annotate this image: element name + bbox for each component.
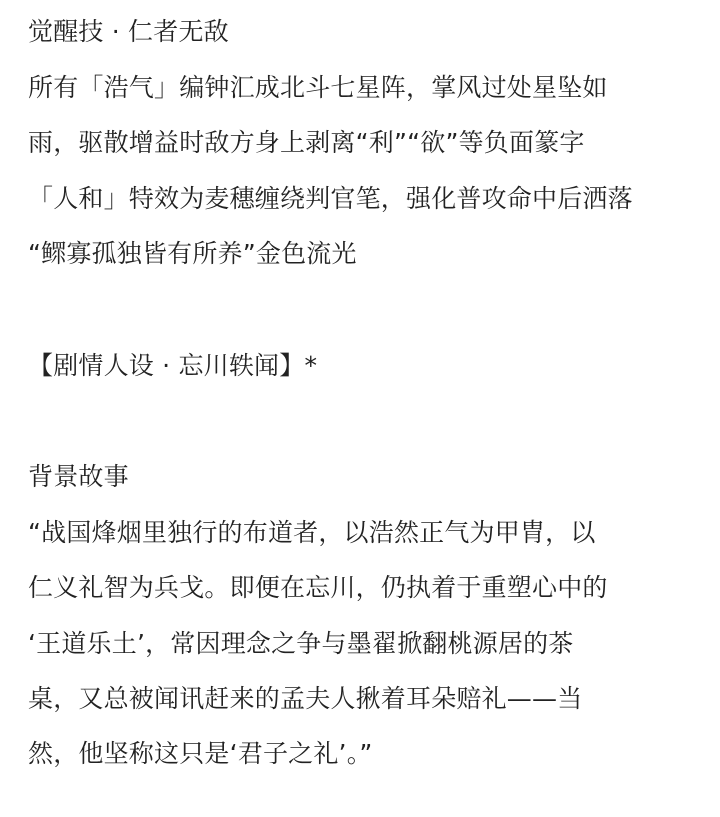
background-story-line-5: 然，他坚称这只是‘君子之礼’。”	[28, 739, 373, 768]
awakening-skill-heading: 觉醒技 · 仁者无敌	[28, 17, 229, 46]
background-story-heading: 背景故事	[28, 462, 129, 491]
background-story-line-4: 桌，又总被闻讯赶来的孟夫人揪着耳朵赔礼——当	[28, 684, 583, 713]
story-section-heading: 【剧情人设 · 忘川轶闻】*	[28, 351, 318, 380]
background-story-line-1: “战国烽烟里独行的布道者，以浩然正气为甲胄，以	[28, 518, 596, 547]
awakening-skill-line-3: 「人和」特效为麦穗缠绕判官笔，强化普攻命中后洒落	[28, 184, 633, 213]
awakening-skill-line-1: 所有「浩气」编钟汇成北斗七星阵，掌风过处星坠如	[28, 73, 608, 102]
background-story-line-2: 仁义礼智为兵戈。即便在忘川，仍执着于重塑心中的	[28, 573, 608, 602]
awakening-skill-line-2: 雨，驱散增益时敌方身上剥离“利”“欲”等负面篆字	[28, 128, 585, 157]
background-story-line-3: ‘王道乐土’，常因理念之争与墨翟掀翻桃源居的茶	[28, 629, 574, 658]
awakening-skill-line-4: “鳏寡孤独皆有所养”金色流光	[28, 239, 357, 268]
